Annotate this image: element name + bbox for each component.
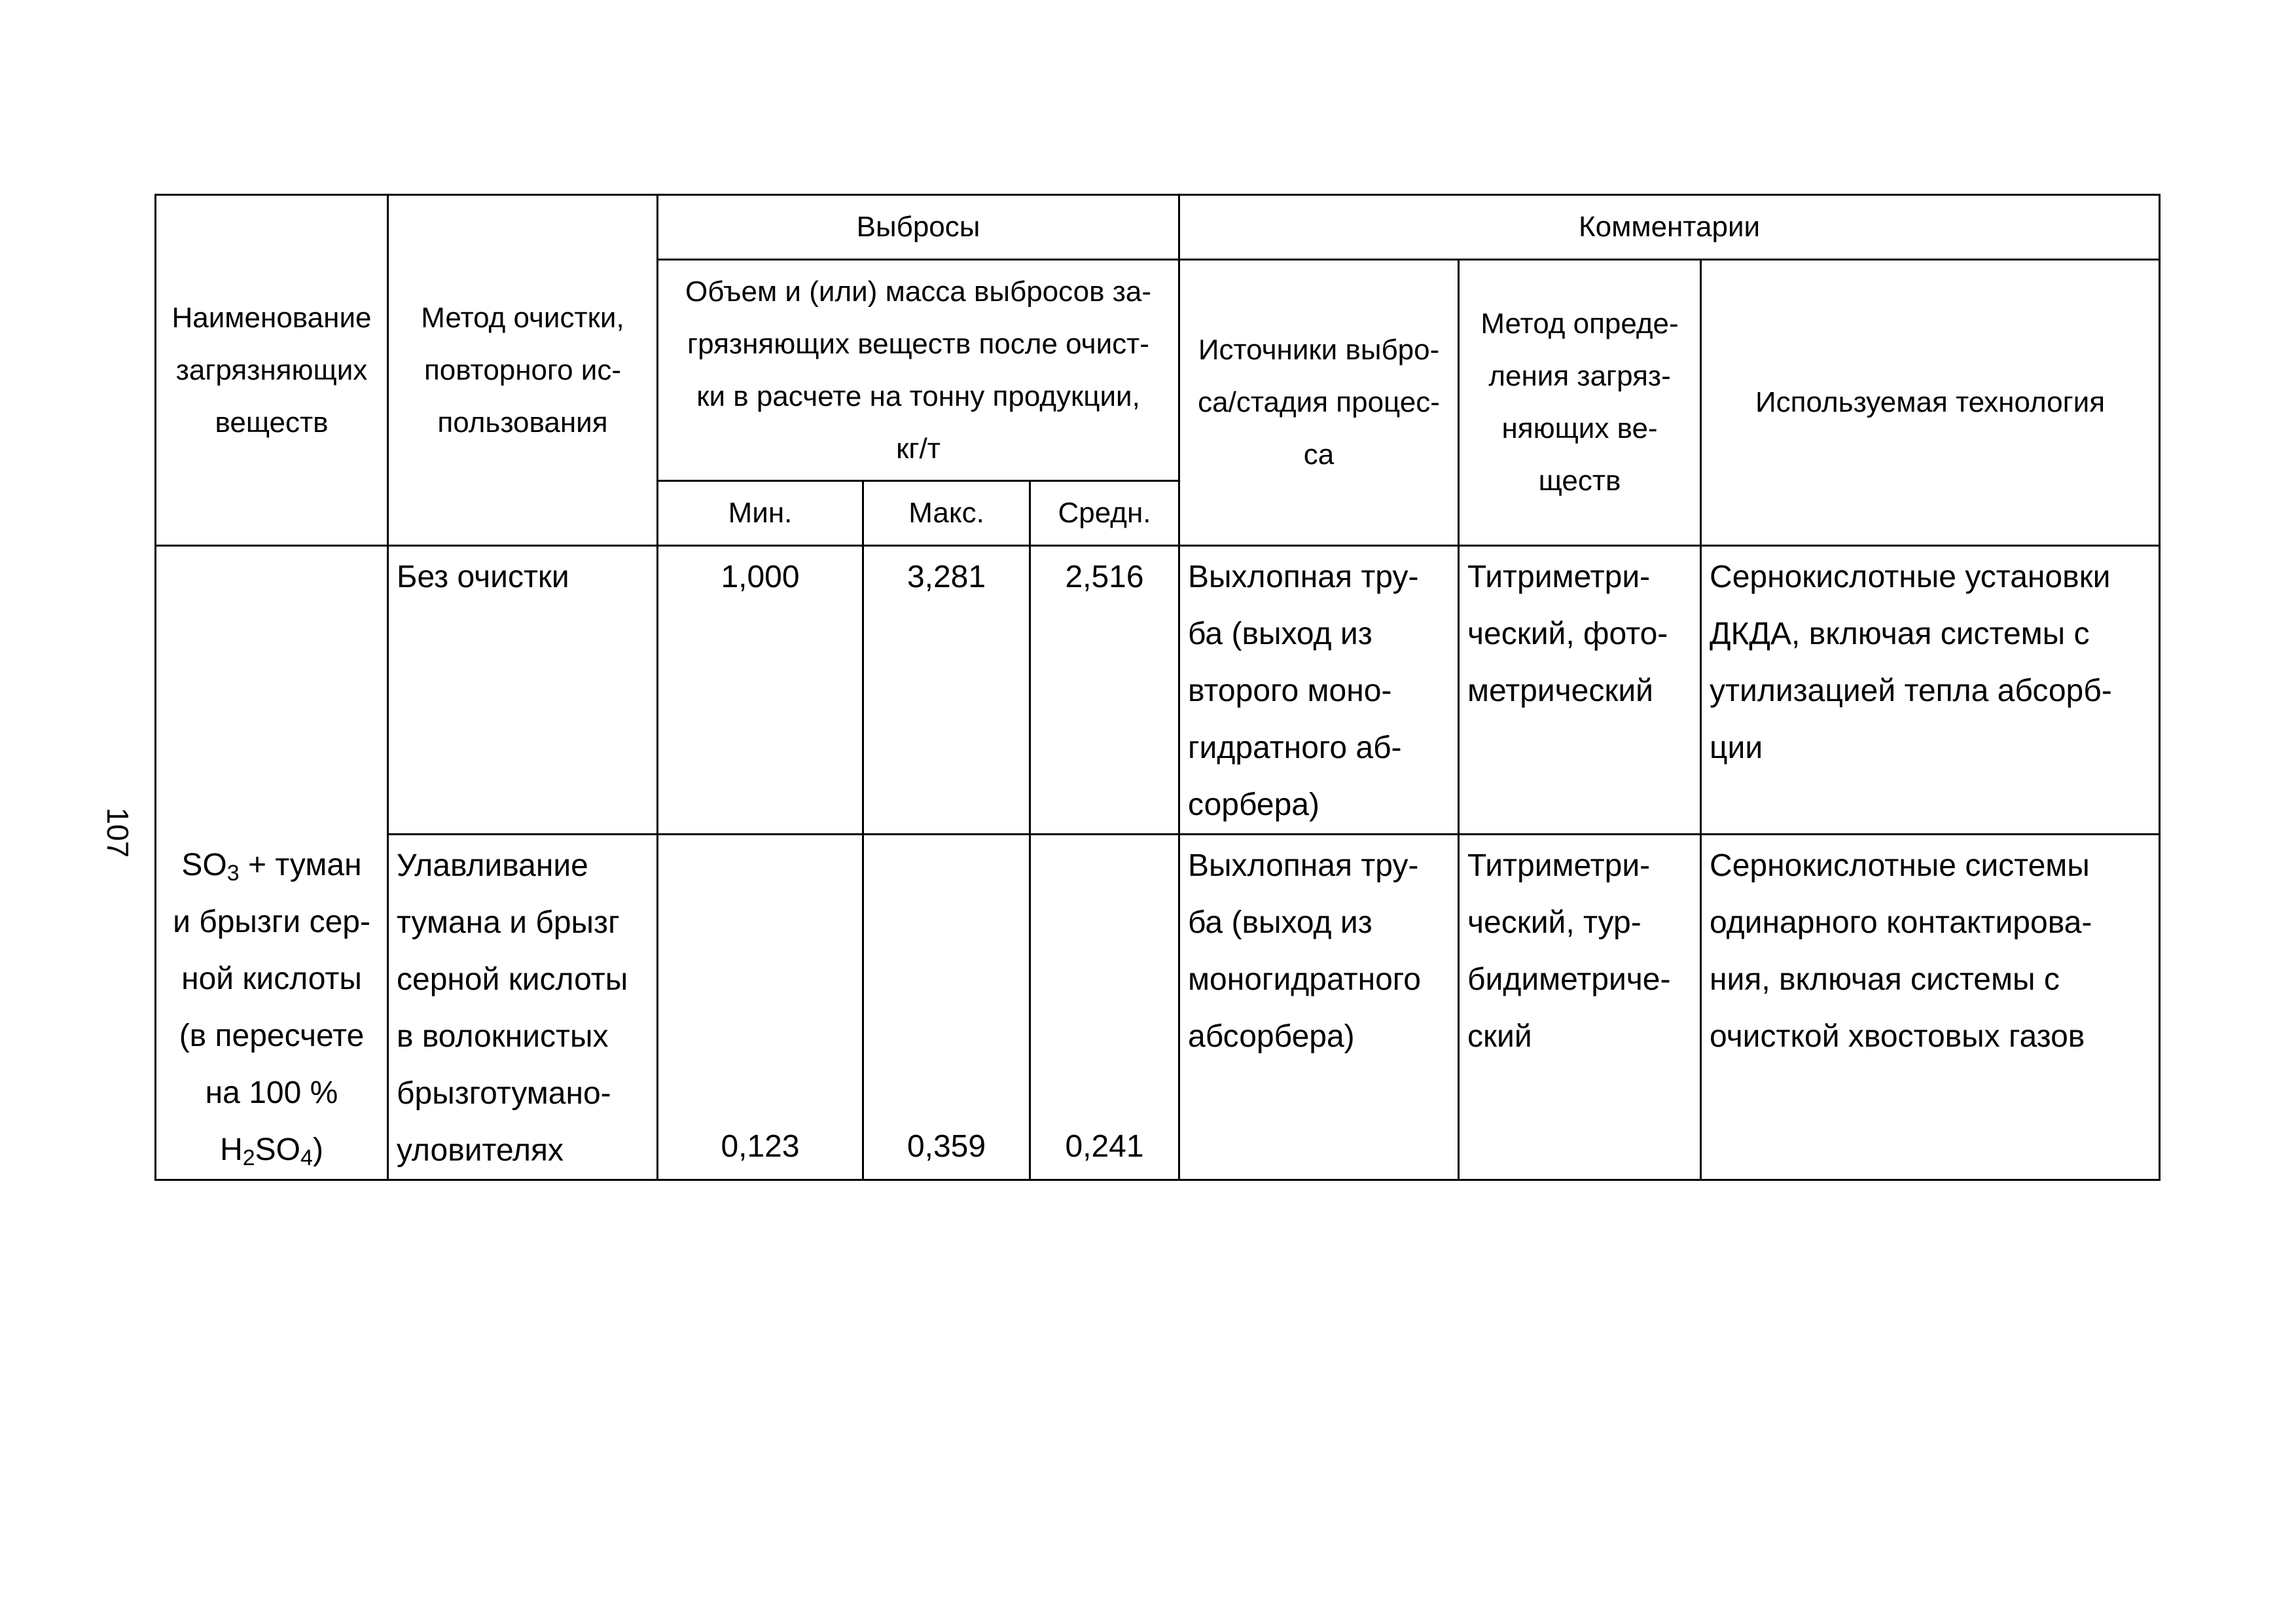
table-row <box>156 835 2160 1180</box>
header-sources: Источники выбро- са/стадия процес- са <box>1179 260 1459 546</box>
technology-cell: Сернокислотные системы одинарного контактирова- ния, включая системы с очисткой хвостовых газов <box>1701 835 2160 1180</box>
header-pollutant-name: Наименование загрязняющих веществ <box>156 195 388 546</box>
header-emissions: Выбросы <box>658 195 1179 260</box>
avg-value: 0,241 <box>1030 835 1179 1180</box>
method-cell: Улавливание тумана и брызг серной кислоты в волокнистых брызготумано- уловителях <box>388 835 658 1180</box>
header-technology: Используемая технология <box>1701 260 2160 546</box>
header-max: Макс. <box>863 481 1030 546</box>
determination-cell: Титриметри- ческий, тур- бидиметриче- ский <box>1459 835 1701 1180</box>
min-value: 1,000 <box>658 546 863 835</box>
min-value: 0,123 <box>658 835 863 1180</box>
header-min: Мин. <box>658 481 863 546</box>
max-value: 0,359 <box>863 835 1030 1180</box>
avg-value: 2,516 <box>1030 546 1179 835</box>
header-comments: Комментарии <box>1179 195 2160 260</box>
page-number: 107 <box>101 807 135 858</box>
header-row-1 <box>156 195 2160 260</box>
header-volume-mass: Объем и (или) масса выбросов за- грязняющих веществ после очист- ки в расчете на тонну продукции, кг/т <box>658 260 1179 481</box>
header-avg: Средн. <box>1030 481 1179 546</box>
table-row <box>156 546 2160 835</box>
max-value: 3,281 <box>863 546 1030 835</box>
source-cell: Выхлопная тру- ба (выход из второго моно- гидратного аб- сорбера) <box>1179 546 1459 835</box>
technology-cell: Сернокислотные установки ДКДА, включая системы с утилизацией тепла абсорб- ции <box>1701 546 2160 835</box>
determination-cell: Титриметри- ческий, фото- метрический <box>1459 546 1701 835</box>
pollutant-name-cell: $SO_3$ + туман и брызги сер- ной кислоты (в пересчете на 100 % $H_2SO_4$) <box>156 546 388 1180</box>
header-determination-method: Метод опреде- ления загряз- няющих ве- ществ <box>1459 260 1701 546</box>
header-cleaning-method: Метод очистки, повторного ис- пользования <box>388 195 658 546</box>
method-cell: Без очистки <box>388 546 658 835</box>
source-cell: Выхлопная тру- ба (выход из моногидратного абсорбера) <box>1179 835 1459 1180</box>
emissions-table <box>154 194 2161 1181</box>
